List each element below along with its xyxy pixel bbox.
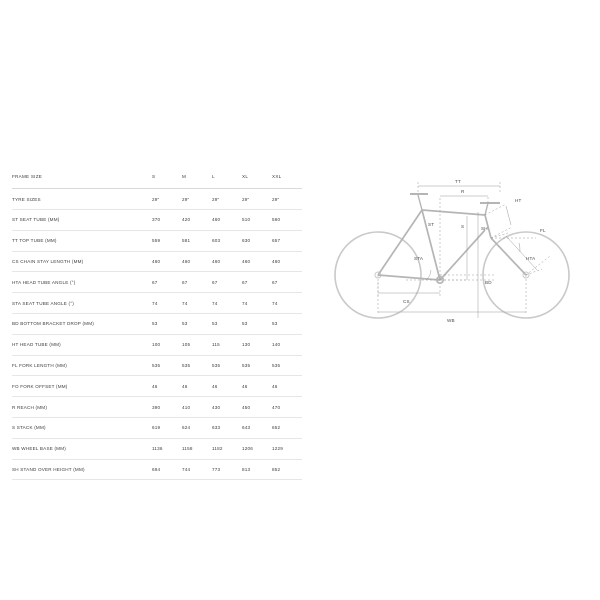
label-cs: CS [403,299,410,304]
cell-xl: 130 [242,334,272,355]
row-label: FO FORK OFFSET (MM) [12,376,152,397]
label-bd: BD [485,280,492,285]
cell-s: 619 [152,418,182,439]
cell-s: 559 [152,230,182,251]
table-row [12,376,302,397]
cell-s: 535 [152,355,182,376]
cell-m: 744 [182,459,212,480]
label-s: S [461,224,465,229]
cell-xxl: 53 [272,314,302,335]
cell-m: 460 [182,251,212,272]
label-hta: HTA [526,256,536,261]
cell-l: 67 [212,272,242,293]
cell-xxl: 657 [272,230,302,251]
cell-xxl: 535 [272,355,302,376]
cell-l: 460 [212,251,242,272]
table-row [12,418,302,439]
cell-xl: 29" [242,189,272,210]
cell-xl: 535 [242,355,272,376]
cell-m: 420 [182,210,212,231]
cell-s: 67 [152,272,182,293]
label-r: R [461,189,465,194]
cell-l: 29" [212,189,242,210]
label-st: ST [428,222,435,227]
cell-xxl: 652 [272,418,302,439]
label-fl: FL [540,228,546,233]
cell-xl: 510 [242,210,272,231]
column-header-xl: XL [242,168,272,189]
row-label: CS CHAIN STAY LENGTH (MM) [12,251,152,272]
table-row [12,189,302,210]
cell-l: 74 [212,293,242,314]
cell-s: 100 [152,334,182,355]
cell-l: 535 [212,355,242,376]
cell-xl: 630 [242,230,272,251]
label-tt: TT [455,179,462,184]
cell-m: 53 [182,314,212,335]
row-label: BD BOTTOM BRACKET DROP (MM) [12,314,152,335]
cell-xl: 46 [242,376,272,397]
cell-l: 603 [212,230,242,251]
table-row [12,314,302,335]
cell-l: 430 [212,397,242,418]
cell-xxl: 67 [272,272,302,293]
cell-m: 410 [182,397,212,418]
handlebar [480,203,500,215]
cell-xxl: 46 [272,376,302,397]
cell-m: 105 [182,334,212,355]
cell-l: 53 [212,314,242,335]
cell-l: 1182 [212,438,242,459]
cell-m: 624 [182,418,212,439]
seatpost [410,194,428,210]
cell-xl: 1206 [242,438,272,459]
cell-s: 460 [152,251,182,272]
cell-l: 460 [212,210,242,231]
table-row [12,438,302,459]
row-label: R REACH (MM) [12,397,152,418]
bike-geometry-diagram [330,170,590,330]
cell-l: 46 [212,376,242,397]
cell-s: 694 [152,459,182,480]
table-row [12,293,302,314]
label-ht: HT [515,198,522,203]
cell-l: 633 [212,418,242,439]
cell-xl: 74 [242,293,272,314]
label-sh: SH [481,226,488,231]
cell-xxl: 1229 [272,438,302,459]
label-wb: WB [447,318,455,323]
column-header-frame-size: FRAME SIZE [12,168,152,189]
cell-m: 535 [182,355,212,376]
cell-m: 1158 [182,438,212,459]
frame-outline [378,210,526,283]
cell-m: 46 [182,376,212,397]
cell-xxl: 852 [272,459,302,480]
column-header-m: M [182,168,212,189]
geometry-table [12,168,302,480]
cell-m: 74 [182,293,212,314]
cell-xl: 53 [242,314,272,335]
cell-xxl: 470 [272,397,302,418]
cell-m: 581 [182,230,212,251]
row-label: SH STAND OVER HEIGHT (MM) [12,459,152,480]
cell-l: 115 [212,334,242,355]
table-row [12,272,302,293]
row-label: TYRE SIZES [12,189,152,210]
cell-xxl: 560 [272,210,302,231]
cell-xxl: 29" [272,189,302,210]
measurement-lines [378,182,550,318]
row-label: S STACK (MM) [12,418,152,439]
row-label: STA SEAT TUBE ANGLE (°) [12,293,152,314]
cell-s: 390 [152,397,182,418]
cell-m: 67 [182,272,212,293]
cell-xxl: 140 [272,334,302,355]
row-label: TT TOP TUBE (MM) [12,230,152,251]
row-label: ST SEAT TUBE (MM) [12,210,152,231]
cell-xxl: 460 [272,251,302,272]
table-header-row [12,168,302,189]
cell-s: 74 [152,293,182,314]
cell-s: 1136 [152,438,182,459]
cell-s: 46 [152,376,182,397]
table-row [12,397,302,418]
cell-s: 29" [152,189,182,210]
cell-s: 53 [152,314,182,335]
cell-xl: 813 [242,459,272,480]
table-row [12,334,302,355]
cell-l: 773 [212,459,242,480]
cell-xl: 67 [242,272,272,293]
cell-xl: 643 [242,418,272,439]
table-row [12,210,302,231]
column-header-l: L [212,168,242,189]
table-row [12,459,302,480]
row-label: WB WHEEL BASE (MM) [12,438,152,459]
cell-xxl: 74 [272,293,302,314]
cell-m: 29" [182,189,212,210]
row-label: FL FORK LENGTH (MM) [12,355,152,376]
table-row [12,230,302,251]
label-sta: STA [414,256,424,261]
column-header-xxl: XXL [272,168,302,189]
table-row [12,355,302,376]
table-row [12,251,302,272]
row-label: HTA HEAD TUBE ANGLE (°) [12,272,152,293]
row-label: HT HEAD TUBE (MM) [12,334,152,355]
column-header-s: S [152,168,182,189]
cell-xl: 460 [242,251,272,272]
cell-s: 370 [152,210,182,231]
cell-xl: 450 [242,397,272,418]
